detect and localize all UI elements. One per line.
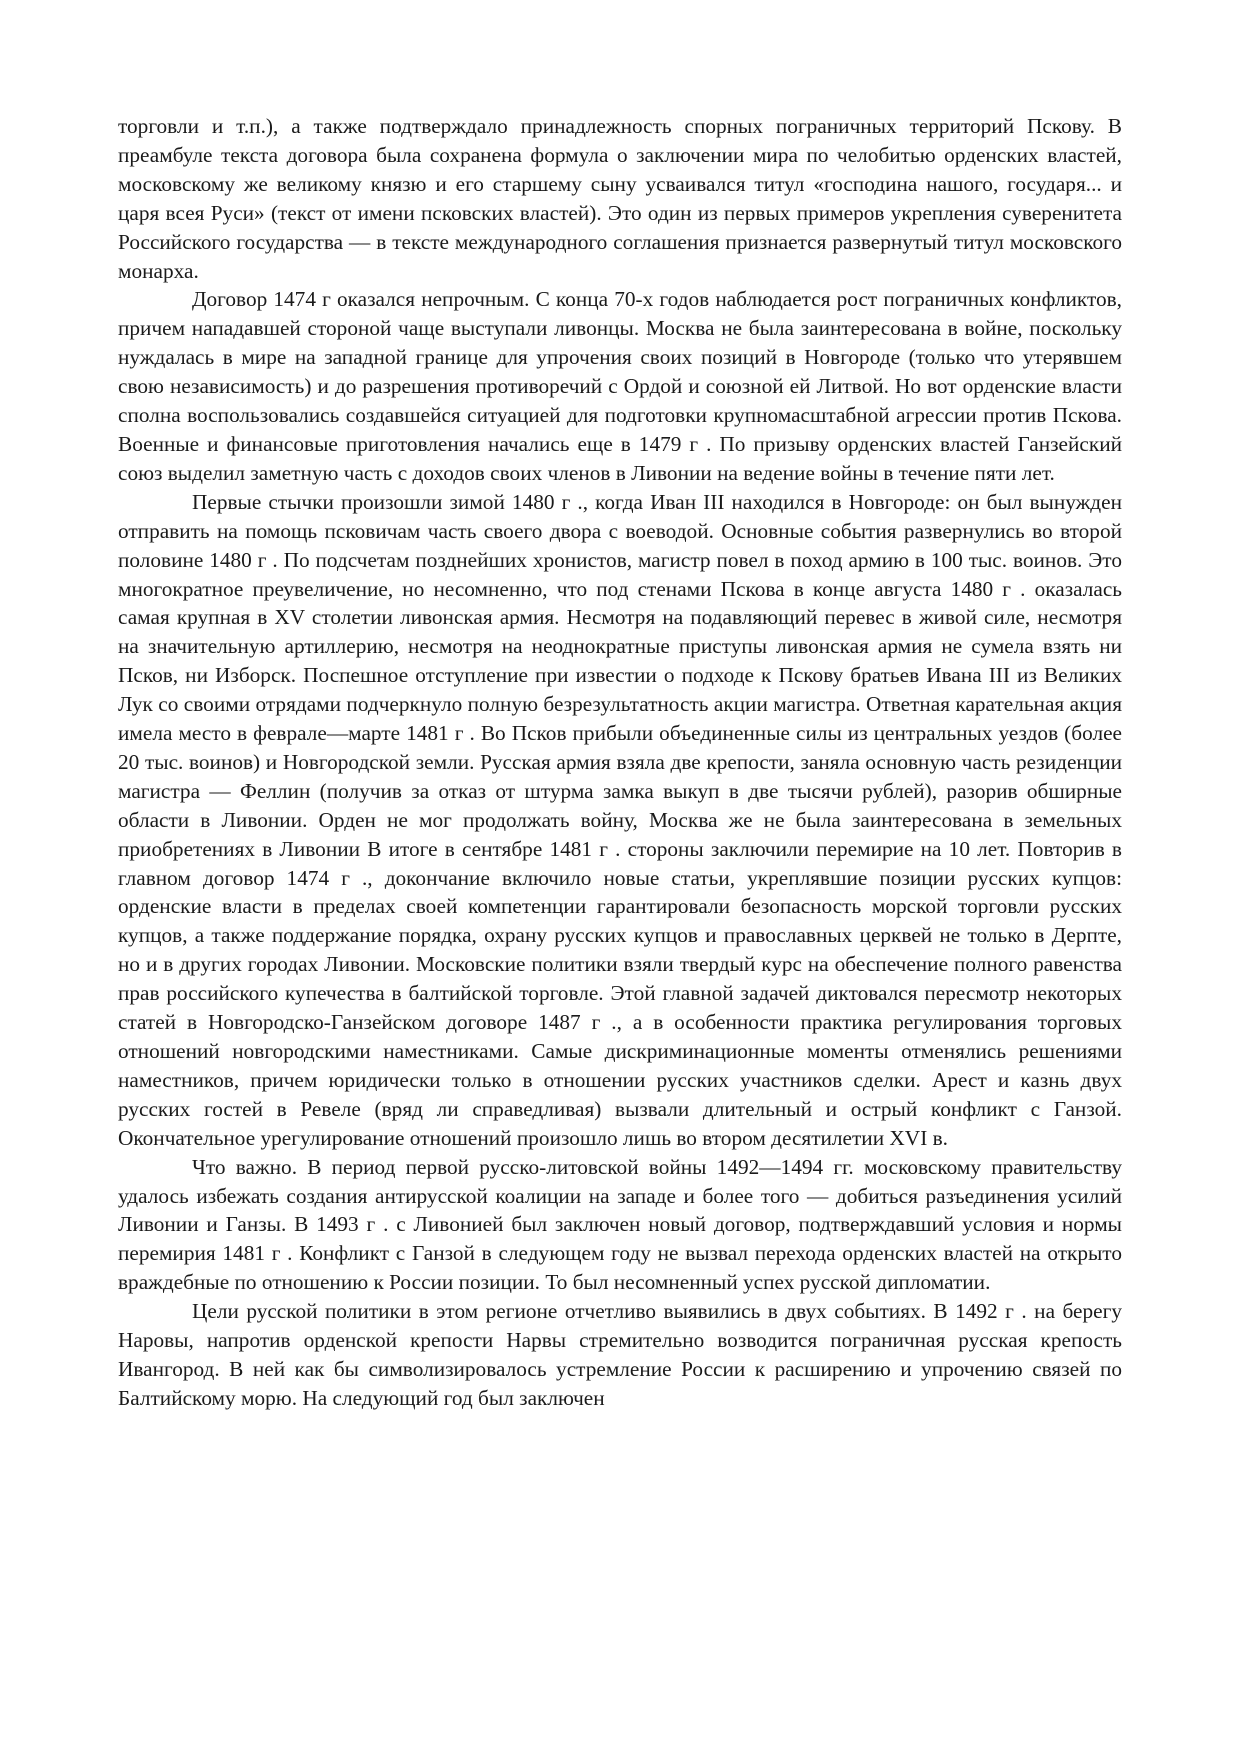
paragraph-5: Цели русской политики в этом регионе отчетливо выявились в двух событиях. В 1492 г . на берегу Наровы, напротив орденской крепости Нарвы стремительно возводится пограничная русская крепость Ивангород. В ней как бы символизировалось устремление России к расширению и упрочению связей по Балтийскому морю. На следующий год был заключен xyxy=(118,1299,1122,1410)
paragraph-2: Договор 1474 г оказался непрочным. С конца 70-х годов наблюдается рост пограничных конфликтов, причем нападавшей стороной чаще выступали ливонцы. Москва не была заинтересована в войне, поскольку нуждалась в мире на западной границе для упрочения своих позиций в Новгороде (только что утерявшем свою независимость) и до разрешения противоречий с Ордой и союзной ей Литвой. Но вот орденские власти сполна воспользовались создавшейся ситуацией для подготовки крупномасштабной агрессии против Пскова. Военные и финансовые приготовления начались еще в 1479 г . По призыву орденских властей Ганзейский союз выделил заметную часть с доходов своих членов в Ливонии на ведение войны в течение пяти лет. xyxy=(118,287,1122,485)
document-page xyxy=(118,112,1122,1413)
paragraph-3: Первые стычки произошли зимой 1480 г ., когда Иван III находился в Новгороде: он был вынужден отправить на помощь псковичам часть своего двора с воеводой. Основные события развернулись во второй половине 1480 г . По подсчетам позднейших хронистов, магистр повел в поход армию в 100 тыс. воинов. Это многократное преувеличение, но несомненно, что под стенами Пскова в конце августа 1480 г . оказалась самая крупная в XV столетии ливонская армия. Несмотря на подавляющий перевес в живой силе, несмотря на значительную артиллерию, несмотря на неоднократные приступы ливонская армия не сумела взять ни Псков, ни Изборск. Поспешное отступление при известии о подходе к Пскову братьев Ивана III из Великих Лук со своими отрядами подчеркнуло полную безрезультатность акции магистра. Ответная карательная акция имела место в феврале—марте 1481 г . Во Псков прибыли объединенные силы из центральных уездов (более 20 тыс. воинов) и Новгородской земли. Русская армия взяла две крепости, заняла основную часть резиденции магистра — Феллин (получив за отказ от штурма замка выкуп в две тысячи рублей), разорив обширные области в Ливонии. Орден не мог продолжать войну, Москва же не была заинтересована в земельных приобретениях в Ливонии В итоге в сентябре 1481 г . стороны заключили перемирие на 10 лет. Повторив в главном договор 1474 г ., докончание включило новые статьи, укреплявшие позиции русских купцов: орденские власти в пределах своей компетенции гарантировали безопасность морской торговли русских купцов, а также поддержание порядка, охрану русских купцов и православных церквей не только в Дерпте, но и в других городах Ливонии. Московские политики взяли твердый курс на обеспечение полного равенства прав российского купечества в балтийской торговле. Этой главной задачей диктовался пересмотр некоторых статей в Новгородско-Ганзейском договоре 1487 г ., а в особенности практика регулирования торговых отношений новгородскими наместниками. Самые дискриминационные моменты отменялись решениями наместников, причем юридически только в отношении русских участников сделки. Арест и казнь двух русских гостей в Ревеле (вряд ли справедливая) вызвали длительный и острый конфликт с Ганзой. Окончательное урегулирование отношений произошло лишь во втором десятилетии XVI в. xyxy=(118,489,1122,1150)
paragraph-4: Что важно. В период первой русско-литовской войны 1492—1494 гг. московскому правительству удалось избежать создания антирусской коалиции на западе и более того — добиться разъединения усилий Ливонии и Ганзы. В 1493 г . с Ливонией был заключен новый договор, подтверждавший условия и нормы перемирия 1481 г . Конфликт с Ганзой в следующем году не вызвал перехода орденских властей на открыто враждебные по отношению к России позиции. То был несомненный успех русской дипломатии. xyxy=(118,1154,1122,1295)
paragraph-1: торговли и т.п.), а также подтверждало принадлежность спорных пограничных территорий Пскову. В преамбуле текста договора была сохранена формула о заключении мира по челобитью орденских властей, московскому же великому князю и его старшему сыну усваивался титул «господина нашого, государя... и царя всея Руси» (текст от имени псковских властей). Это один из первых примеров укрепления суверенитета Российского государства — в тексте международного соглашения признается развернутый титул московского монарха. xyxy=(118,114,1122,283)
